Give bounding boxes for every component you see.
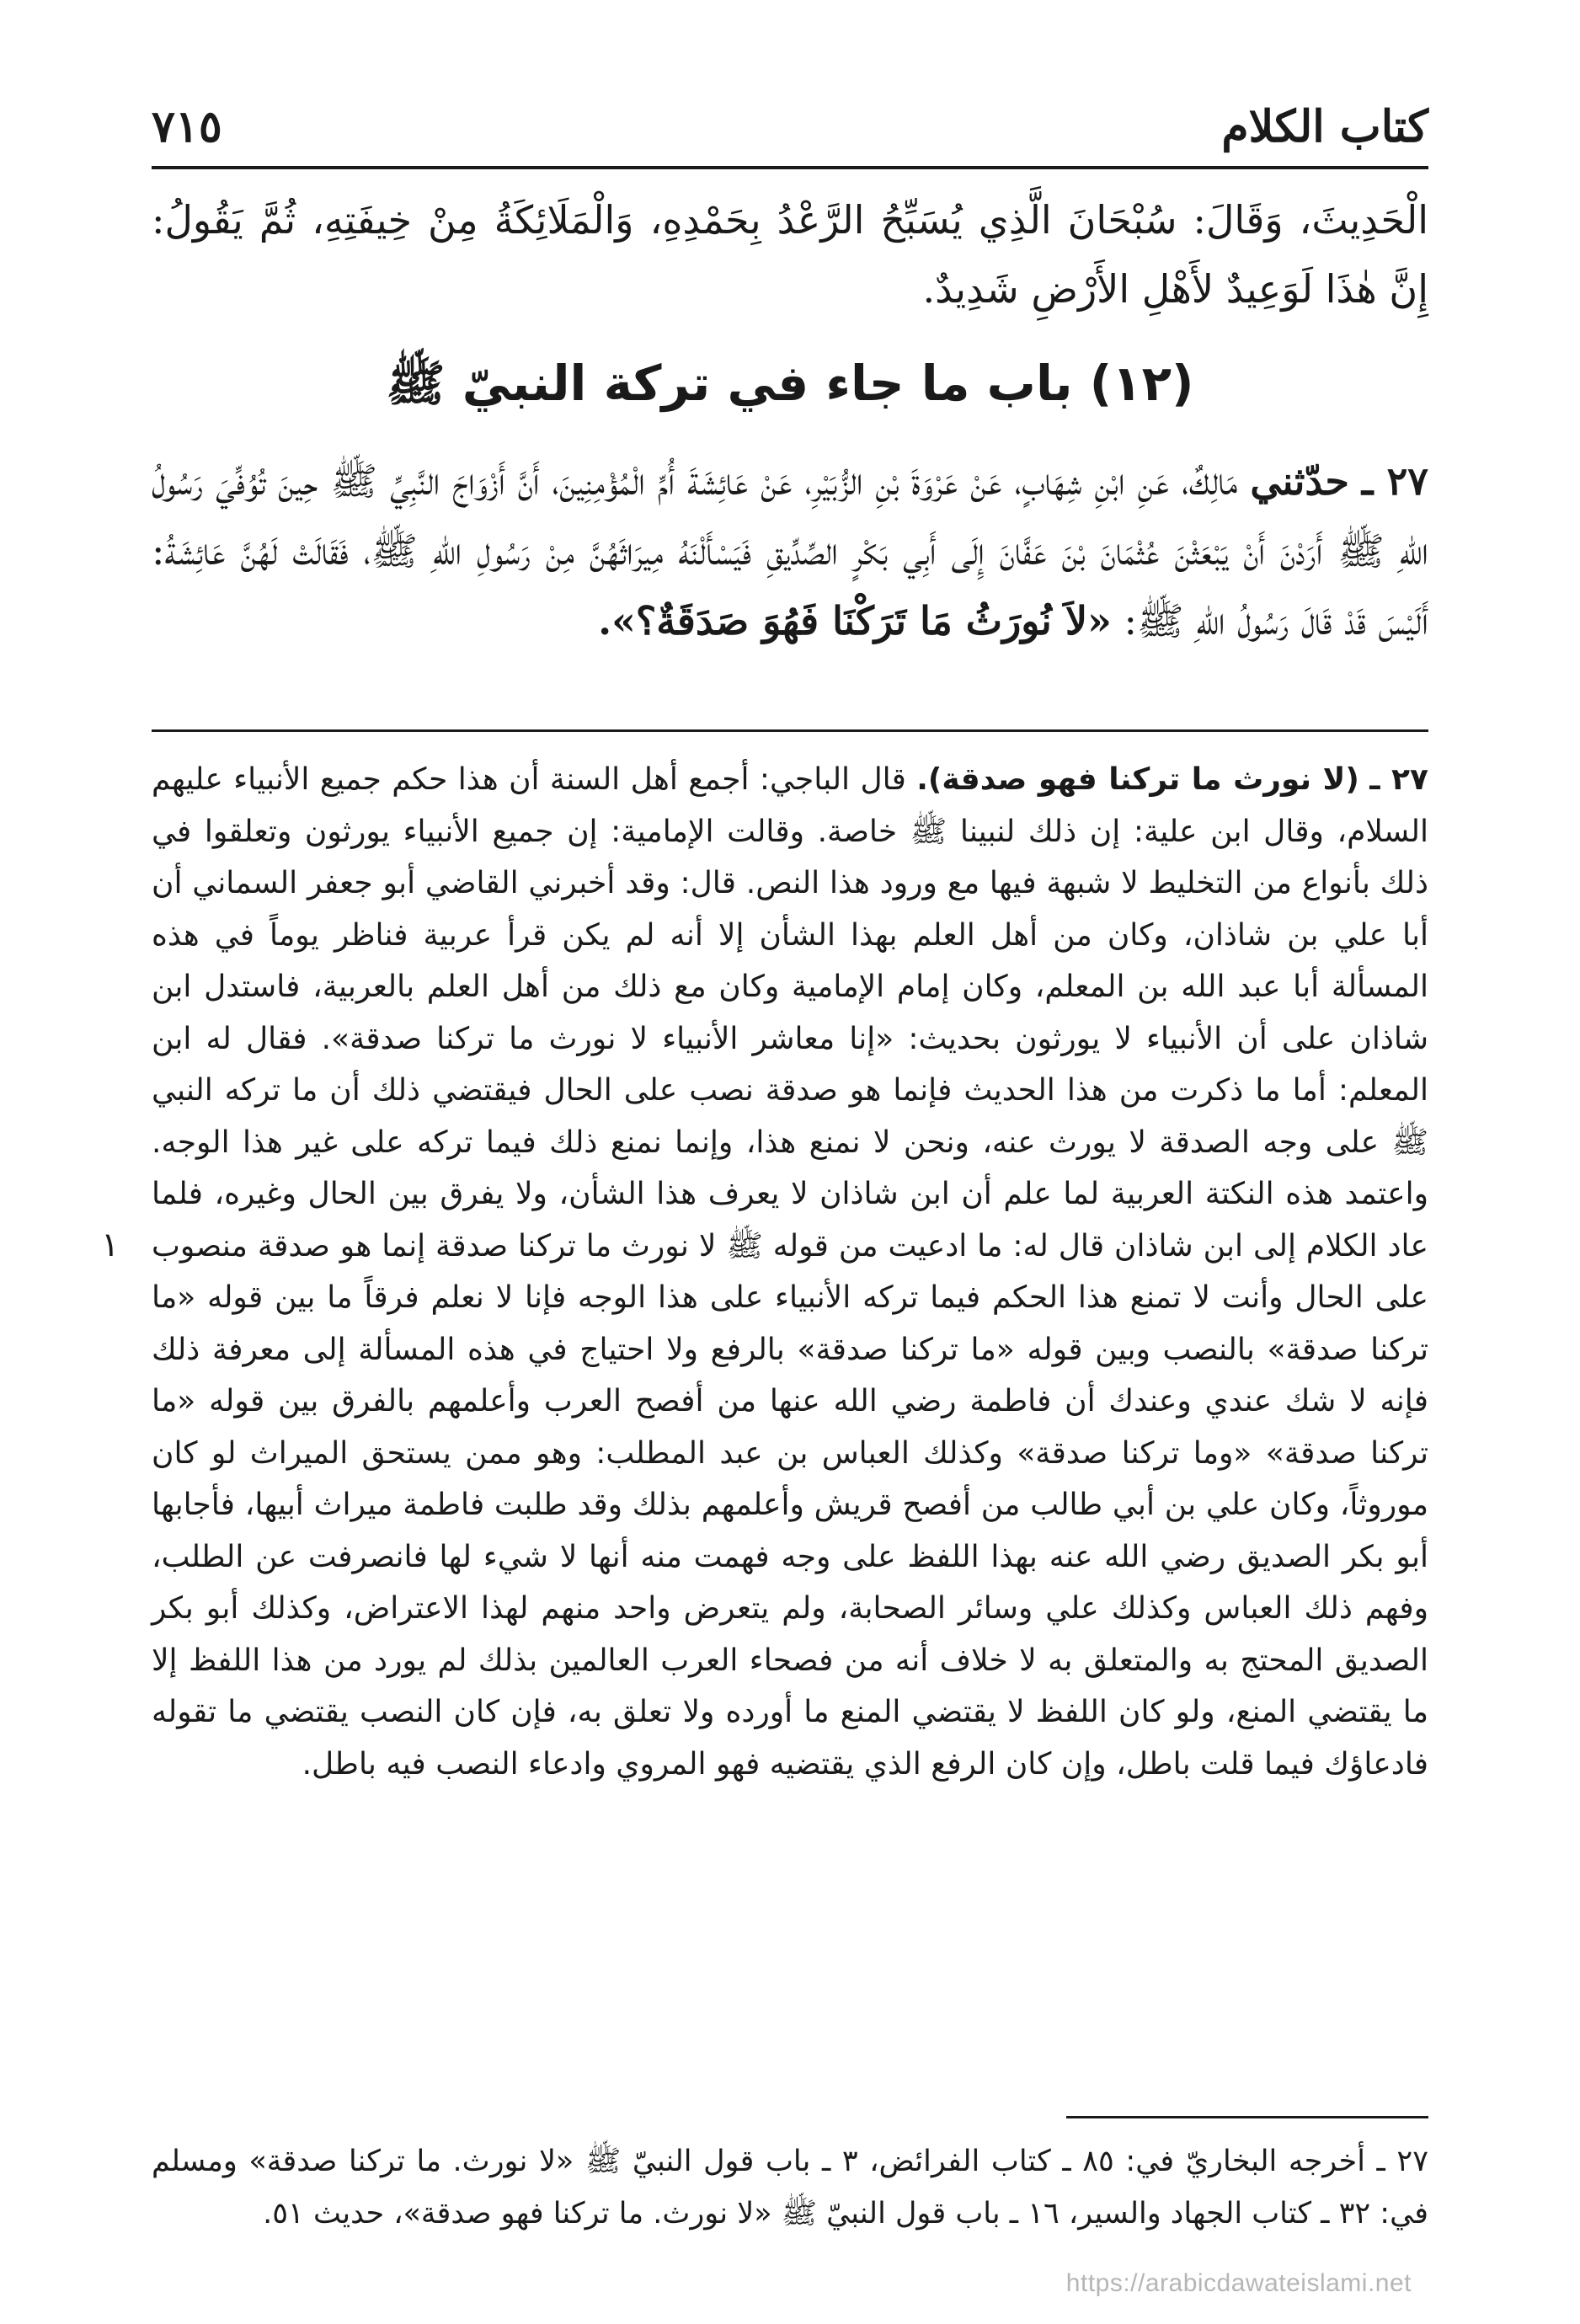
commentary-text [152, 754, 1428, 1790]
commentary-lead: (لا نورث ما تركنا فهو صدقة). [916, 762, 1359, 797]
hadith-body: مَالِكٌ، عَنِ ابْنِ شِهَابٍ، عَنْ عَرْوَةَ بْنِ الزُّبَيْرِ، عَنْ عَائِشَةَ أُمِّ الْمُؤْمِنِينَ، أَنَّ أَزْوَاجَ النَّبِيِّ ﷺ حِينَ تُوُفِّيَ رَسُولُ اللهِ ﷺ أَرَدْنَ أَنْ يَبْعَثْنَ عُثْمَانَ بْنَ عَفَّانَ إِلَى أَبِي بَكْرٍ الصِّدِّيقِ فَيَسْأَلْنَهُ مِيرَاثَهُنَّ مِنْ رَسُولِ اللهِ ﷺ، فَقَالَتْ لَهُنَّ عَائِشَةُ: أَلَيْسَ قَدْ قَالَ رَسُولُ اللهِ ﷺ: [152, 458, 1428, 644]
hadith-number: ٢٧ ـ [1361, 458, 1429, 504]
book-title: كتاب الكلام [1221, 101, 1428, 152]
hadith-lead: حدّثني [1250, 458, 1349, 504]
footnote-rule [1066, 2116, 1428, 2118]
header-rule [152, 166, 1428, 169]
commentary-body: قال الباجي: أجمع أهل السنة أن هذا حكم جميع الأنبياء عليهم السلام، وقال ابن علية: إن ذلك لنبينا ﷺ خاصة. وقالت الإمامية: إن جميع الأنبياء يورثون وتعلقوا في ذلك بأنواع من التخليط لا شبهة فيها مع ورود هذا النص. قال: وقد أخبرني القاضي أبو جعفر السماني أن أبا علي بن شاذان، وكان من أهل العلم بهذا الشأن إلا أنه لم يكن قرأ عربية فناظر يوماً في هذه المسألة أبا عبد الله بن المعلم، وكان إمام الإمامية وكان مع ذلك من أهل العلم بالعربية، فاستدل ابن شاذان على أن الأنبياء لا يورثون بحديث: «إنا معاشر الأنبياء لا نورث ما تركنا صدقة». فقال له ابن المعلم: أما ما ذكرت من هذا الحديث فإنما هو صدقة نصب على الحال فيقتضي ذلك أن ما تركه النبي ﷺ على وجه الصدقة لا يورث عنه، ونحن لا نمنع هذا، وإنما نمنع ذلك فيما تركه على غير هذا الوجه. واعتمد هذه النكتة العربية لما علم أن ابن شاذان لا يعرف هذا الشأن، ولا يفرق بين الحال وغيره، فلما عاد الكلام إلى ابن شاذان قال له: ما ادعيت من قوله ﷺ لا نورث ما تركنا صدقة إنما هو صدقة منصوب على الحال وأنت لا تمنع هذا الحكم فيما تركه الأنبياء على هذا الوجه فإنا لا نعلم فرقاً ما بين قوله «ما تركنا صدقة» بالنصب وبين قوله «ما تركنا صدقة» بالرفع ولا احتياج في هذه المسألة إلى معرفة ذلك فإنه لا شك عندي وعندك أن فاطمة رضي الله عنها من أفصح العرب وأعلمهم بالفرق بين قوله «ما تركنا صدقة» «وما تركنا صدقة» وكذلك العباس بن عبد المطلب: وهو ممن يستحق الميراث لو كان موروثاً، وكان علي بن أبي طالب من أفصح قريش وأعلمهم بذلك وقد طلبت فاطمة ميراث أبيها، فأجابها أبو بكر الصديق رضي الله عنه بهذا اللفظ على وجه فهمت منه أنها لا شيء لها فانصرفت عن الطلب، وفهم ذلك العباس وكذلك علي وسائر الصحابة، ولم يتعرض واحد منهم لهذا الاعتراض، وكذلك أبو بكر الصديق المحتج به والمتعلق به لا خلاف أنه من فصحاء العرب العالمين بذلك لم يورد من هذا اللفظ إلا ما يقتضي المنع، ولو كان اللفظ لا يقتضي المنع ما أورده ولا تعلق به، فإن كان النصب يقتضي ما تقوله فادعاؤك فيما قلت باطل، وإن كان الرفع الذي يقتضيه فهو المروي وادعاء النصب فيه باطل. [152, 762, 1428, 1782]
previous-hadith-continuation: الْحَدِيثَ، وَقَالَ: سُبْحَانَ الَّذِي يُسَبِّحُ الرَّعْدُ بِحَمْدِهِ، وَالْمَلَائِكَةُ مِنْ خِيفَتِهِ، ثُمَّ يَقُولُ: إِنَّ هٰذَا لَوَعِيدٌ لأَهْلِ الأَرْضِ شَدِيدٌ. [152, 197, 1428, 312]
commentary-rule [152, 729, 1428, 732]
hadith-text [152, 446, 1428, 656]
running-header [152, 93, 1428, 160]
chapter-heading: (١٢) باب ما جاء في تركة النبيّ ﷺ [386, 355, 1194, 412]
page-number: ٧١٥ [152, 101, 222, 152]
commentary-number: ٢٧ ـ [1369, 762, 1428, 797]
watermark-url: https://arabicdawateislami.net [1065, 2269, 1412, 2297]
hadith-quote: «لاَ نُورَثُ مَا تَرَكْنَا فَهُوَ صَدَقَةٌ؟». [598, 598, 1112, 644]
margin-mark: ١ [101, 1226, 120, 1264]
footnote-text: ٢٧ ـ أخرجه البخاريّ في: ٨٥ ـ كتاب الفرائض، ٣ ـ باب قول النبيّ ﷺ «لا نورث. ما تركنا صدقة» ومسلم في: ٣٢ ـ كتاب الجهاد والسير، ١٦ ـ باب قول النبيّ ﷺ «لا نورث. ما تركنا فهو صدقة»، حديث ٥١. [152, 2145, 1428, 2231]
